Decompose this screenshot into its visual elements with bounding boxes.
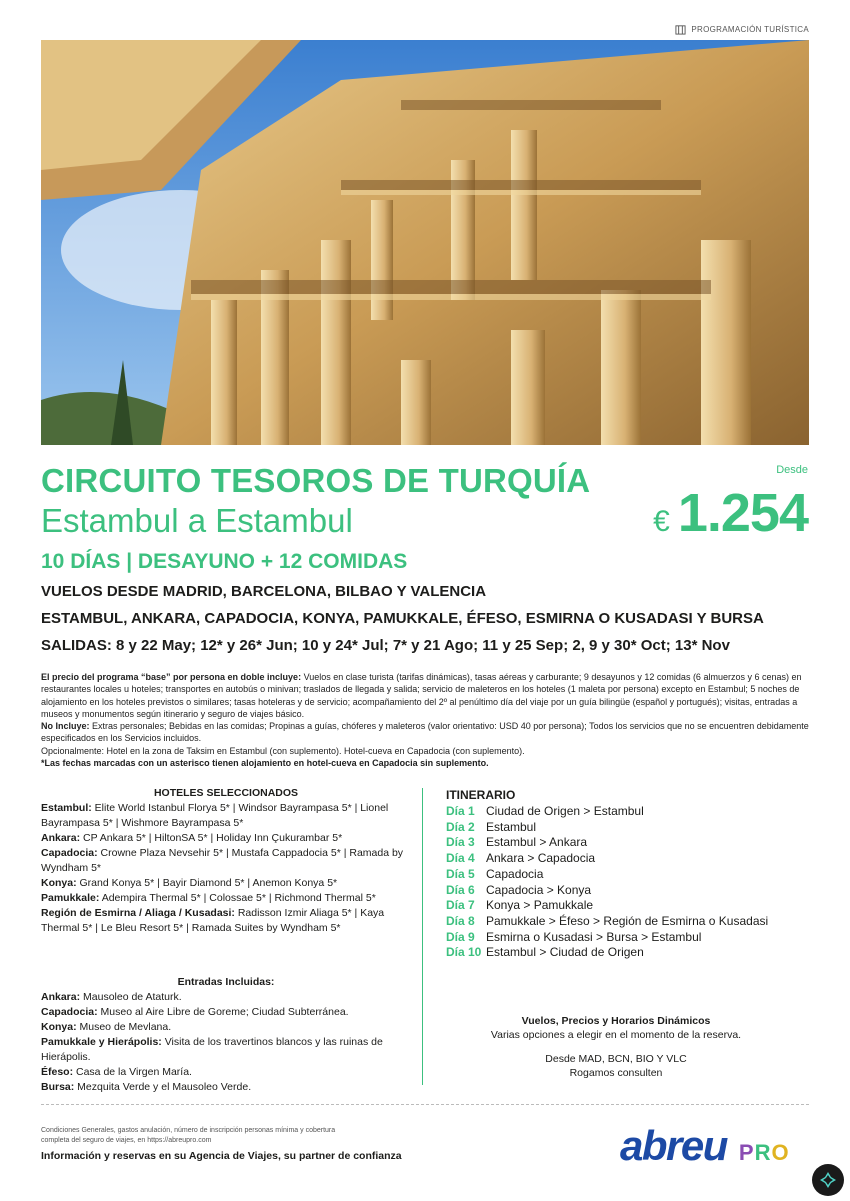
cities-line: ESTAMBUL, ANKARA, CAPADOCIA, KONYA, PAMUKKALE, ÉFESO, ESMIRNA O KUSADASI Y BURSA: [41, 610, 764, 627]
fineprint: [41, 671, 811, 769]
vuelos-line1: Varias opciones a elegir en el momento de la reserva.: [490, 1029, 742, 1041]
hotel-item: [41, 876, 411, 891]
vuelos-line3: Rogamos consulten: [569, 1067, 663, 1079]
vuelos-title: Vuelos, Precios y Horarios Dinámicos: [521, 1015, 711, 1027]
conditions-link[interactable]: Condiciones Generales, gastos anulación, número de inscripción personas mínima y cobertura completa del seguro de viajes, en https://abreupro.com: [41, 1127, 336, 1144]
itinerary-day: Día 7: [446, 898, 475, 913]
entrada-item: [41, 1005, 411, 1020]
hotel-city: Ankara:: [41, 832, 81, 844]
entrada-item: [41, 1035, 411, 1065]
itinerary-section: [446, 788, 806, 961]
hotels-section: [41, 786, 411, 936]
hero-image: [41, 40, 809, 445]
hotel-item: [41, 906, 411, 936]
itinerary-day: Día 10: [446, 945, 482, 960]
itinerary-row: [446, 898, 806, 914]
itinerary-row: [446, 835, 806, 851]
library-of-celsus-photo: [41, 40, 809, 445]
entrada-text: Visita de los travertinos blancos y las ruinas de Hierápolis.: [41, 1036, 383, 1063]
itinerary-day: Día 6: [446, 882, 475, 897]
logo-abreu: abreu: [620, 1122, 727, 1169]
itinerary-day: Día 1: [446, 804, 475, 818]
entrada-item: [41, 1065, 411, 1080]
itinerary-row: [446, 867, 806, 883]
hotel-city: Estambul:: [41, 802, 92, 814]
itinerary-text: Esmirna o Kusadasi > Bursa > Estambul: [486, 929, 702, 944]
itinerary-text: Estambul > Ankara: [486, 835, 588, 850]
entradas-heading: Entradas Incluidas:: [177, 976, 275, 988]
hotel-item: [41, 846, 411, 876]
itinerary-day: Día 3: [446, 835, 475, 850]
itinerary-day: Día 9: [446, 929, 475, 944]
itinerary-text: Estambul > Ciudad de Origen: [486, 945, 644, 960]
hotel-list: CP Ankara 5* | HiltonSA 5* | Holiday Inn Çukurambar 5*: [80, 832, 343, 844]
itinerary-row: [446, 820, 806, 836]
itinerary-day: Día 8: [446, 913, 475, 928]
price-desde: Desde: [776, 464, 808, 476]
asterisk-note: *Las fechas marcadas con un asterisco tienen alojamiento en hotel-cueva en Capadocia sin suplemento.: [41, 758, 489, 769]
hotel-item: [41, 801, 411, 831]
abreu-pro-logo[interactable]: [620, 1122, 790, 1169]
itinerary-day: Día 5: [446, 866, 475, 881]
hotel-item: [41, 891, 411, 906]
excludes-label: No Incluye:: [41, 721, 90, 732]
hotel-city: Región de Esmirna / Aliaga / Kusadasi:: [41, 907, 235, 919]
dates-line: SALIDAS: 8 y 22 May; 12* y 26* Jun; 10 y 24* Jul; 7* y 21 Ago; 11 y 25 Sep; 2, 9 y 30* Oct; 13* Nov: [41, 637, 730, 654]
itinerary-text: Capadocia: [486, 866, 544, 881]
footer-info: Información y reservas en su Agencia de Viajes, su partner de confianza: [41, 1150, 402, 1162]
hotel-list: Crowne Plaza Nevsehir 5* | Mustafa Cappadocia 5* | Ramada by Wyndham 5*: [41, 847, 404, 874]
entrada-city: Konya:: [41, 1021, 77, 1033]
hotel-city: Pamukkale:: [41, 892, 100, 904]
itinerary-heading: ITINERARIO: [446, 788, 516, 802]
app-badge-icon[interactable]: [812, 1164, 844, 1196]
hotel-list: Grand Konya 5* | Bayir Diamond 5* | Anemon Konya 5*: [76, 877, 338, 889]
hotels-heading: HOTELES SELECCIONADOS: [153, 787, 299, 799]
itinerary-text: Ankara > Capadocia: [486, 851, 596, 866]
price-amount: 1.254: [677, 483, 808, 543]
hotel-list: Radisson Izmir Aliaga 5* | Kaya Thermal 5* | Le Bleu Resort 5* | Ramada Suites by Wyndham 5*: [41, 907, 385, 934]
itinerary-day: Día 4: [446, 851, 475, 866]
price-currency: €: [653, 505, 670, 538]
page-title: CIRCUITO TESOROS DE TURQUÍA: [41, 462, 591, 499]
entradas-section: [41, 975, 411, 1095]
vuelos-box: [446, 1014, 786, 1080]
column-divider: [422, 788, 423, 1085]
optional-text: Opcionalmente: Hotel en la zona de Taksim en Estambul (con suplemento). Hotel-cueva en Capadocia (con suplemento).: [41, 745, 525, 756]
logo-pro-o: O: [771, 1140, 790, 1165]
page-subtitle: Estambul a Estambul: [41, 502, 353, 539]
itinerary-text: Konya > Pamukkale: [486, 898, 594, 913]
hotel-city: Capadocia:: [41, 847, 98, 859]
hotel-item: [41, 831, 411, 846]
entrada-item: [41, 1080, 411, 1095]
entrada-text: Mezquita Verde y el Mausoleo Verde.: [74, 1081, 252, 1093]
itinerary-text: Estambul: [486, 819, 537, 834]
entrada-city: Bursa:: [41, 1081, 75, 1093]
entrada-city: Éfeso:: [41, 1066, 74, 1078]
entrada-city: Pamukkale y Hierápolis:: [41, 1036, 162, 1048]
entrada-text: Museo al Aire Libre de Goreme; Ciudad Subterránea.: [97, 1006, 349, 1018]
includes-text: Vuelos en clase turista (tarifas dinámicas), tasas aéreas y carburante; 9 desayunos y 12 comidas (6 almuerzos y 6 cenas) en restaurantes locales u hoteles; transportes en autobús o minivan; traslados de llegada y salida; servicio de maleteros en los hoteles (1 maleta por persona) excepto en Estambul; 5 noches de alojamiento en los hoteles previstos o similares; tasas hoteleras y de servicio; acompañamiento del 2º al penúltimo día del viaje por un guía bilingüe (español y portugués); visitas, entradas a museos y monumentos según itinerario y seguro de viajes básico.: [41, 672, 802, 719]
logo-pro-p: P: [738, 1140, 755, 1165]
itinerary-row: [446, 914, 806, 930]
hotel-list: Adempira Thermal 5* | Colossae 5* | Richmond Thermal 5*: [99, 892, 376, 904]
price-box: [653, 482, 808, 544]
flights-line: VUELOS DESDE MADRID, BARCELONA, BILBAO Y VALENCIA: [41, 583, 487, 600]
footer-divider: [41, 1104, 809, 1105]
includes-label: El precio del programa “base” por persona en doble incluye:: [41, 672, 302, 682]
itinerary-row: [446, 804, 806, 820]
entrada-text: Casa de la Virgen María.: [73, 1066, 192, 1078]
entrada-item: [41, 990, 411, 1005]
itinerary-text: Pamukkale > Éfeso > Región de Esmirna o Kusadasi: [486, 913, 769, 928]
itinerary-row: [446, 883, 806, 899]
logo-pro-r: R: [754, 1140, 772, 1165]
itinerary-day: Día 2: [446, 819, 475, 834]
itinerary-row: [446, 851, 806, 867]
entrada-item: [41, 1020, 411, 1035]
itinerary-row: [446, 945, 806, 961]
entrada-text: Museo de Mevlana.: [76, 1021, 172, 1033]
logo-pro: [739, 1140, 790, 1166]
itinerary-text: Capadocia > Konya: [486, 882, 592, 897]
header-text: PROGRAMACIÓN TURÍSTICA: [691, 25, 809, 34]
days-line: 10 DÍAS | DESAYUNO + 12 COMIDAS: [41, 550, 408, 573]
itinerary-row: [446, 930, 806, 946]
entrada-city: Ankara:: [41, 991, 81, 1003]
entrada-text: Mausoleo de Ataturk.: [80, 991, 182, 1003]
hotel-list: Elite World Istanbul Florya 5* | Windsor Bayrampasa 5* | Lionel Bayrampasa 5* | Wishmore Bayrampasa 5*: [41, 802, 389, 829]
vuelos-line2: Desde MAD, BCN, BIO Y VLC: [545, 1053, 687, 1065]
excludes-text: Extras personales; Bebidas en las comidas; Propinas a guías, chóferes y maleteros (valor orientativo: USD 40 por persona); Todos los servicios que no se encuentren debidamente especificados en los Servicios incluidos.: [41, 721, 809, 744]
hotel-city: Konya:: [41, 877, 77, 889]
header-label: [675, 24, 809, 35]
entrada-city: Capadocia:: [41, 1006, 98, 1018]
itinerary-text: Ciudad de Origen > Estambul: [486, 804, 644, 818]
building-icon: [675, 24, 686, 35]
